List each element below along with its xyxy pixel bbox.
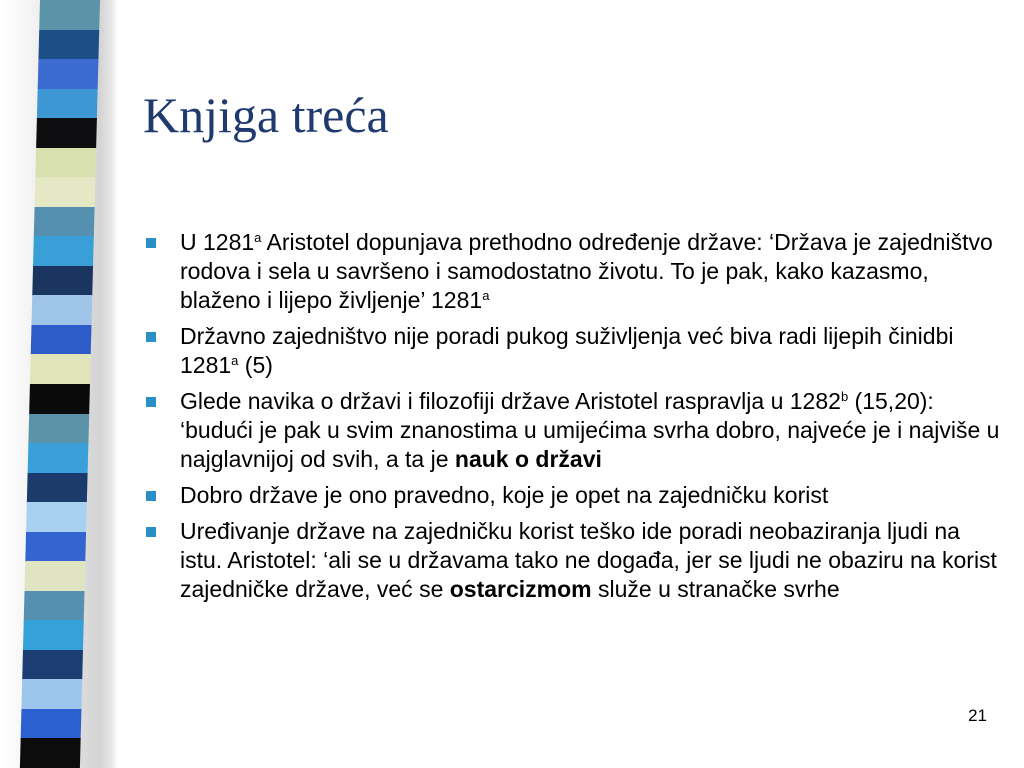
stripe-block [31, 325, 92, 355]
stripe-block [25, 561, 86, 591]
stripe-block [38, 30, 99, 60]
bullet-text: Državno zajedništvo nije poradi pukog suživljenja već biva radi lijepih činidbi 1281 [180, 323, 954, 378]
slide-title: Knjiga treća [143, 87, 389, 143]
bullet-list [143, 228, 1003, 611]
stripe-block [25, 532, 86, 562]
bold-text: ostarcizmom [449, 576, 592, 602]
stripe-block [26, 502, 87, 532]
bullet-item [143, 322, 1003, 380]
stripe-block [31, 295, 92, 325]
stripe-block [24, 591, 85, 621]
superscript-text: a [482, 288, 490, 303]
superscript-text: b [840, 389, 849, 404]
stripe-block [29, 384, 90, 414]
stripe-block [28, 414, 89, 444]
page-number: 21 [968, 706, 987, 725]
bullet-text: (15,20): ‘budući je pak u svim znanostima u umijećima svrha dobro, najveće je i najviše u najglavnijoj od svih, a ta je [180, 388, 1000, 472]
stripe-block [36, 118, 97, 148]
bullet-item [143, 517, 1003, 604]
bullet-text: Glede navika o državi i filozofiji države Aristotel raspravlja u 1282 [180, 388, 841, 414]
bullet-text: Uređivanje države na zajedničku korist teško ide poradi neobaziranja ljudi na istu. Aristotel: ‘ali se u državama tako ne događa, jer se ljudi ne obaziru na korist zajedničke države, već se [180, 518, 997, 602]
bullet-text: (5) [238, 352, 273, 378]
superscript-text: a [254, 230, 262, 245]
stripe-block [35, 148, 96, 178]
stripe-block [21, 709, 82, 739]
stripe-block [37, 89, 98, 119]
bullet-item [143, 387, 1003, 474]
bullet-text: U 1281 [180, 229, 255, 255]
square-bullet-icon [146, 527, 156, 537]
bullet-text: služe u stranačke svrhe [591, 576, 840, 602]
stripe-block [39, 0, 100, 30]
square-bullet-icon [146, 491, 156, 501]
bullet-text: Dobro države je ono pravedno, koje je opet na zajedničku korist [180, 482, 829, 508]
stripe-block [22, 650, 83, 680]
square-bullet-icon [146, 397, 156, 407]
stripe-block [34, 207, 95, 237]
bullet-item [143, 481, 1003, 510]
stripe-block [35, 177, 96, 207]
superscript-text: a [231, 353, 239, 368]
square-bullet-icon [146, 238, 156, 248]
bold-text: nauk o državi [454, 446, 602, 472]
stripe-block [30, 354, 91, 384]
stripe-block [38, 59, 99, 89]
stripe-block [21, 679, 82, 709]
stripe-block [32, 266, 93, 296]
stripe-block [23, 620, 84, 650]
stripe-block [20, 738, 81, 768]
stripe-block [33, 236, 94, 266]
stripe-block [27, 473, 88, 503]
square-bullet-icon [146, 332, 156, 342]
stripe-block [28, 443, 89, 473]
bullet-text: Aristotel dopunjava prethodno određenje države: ‘Država je zajedništvo rodova i sela u savršeno i samodostatno životu. To je pak, kako kazasmo, blaženo i lijepo življenje’ 1281 [180, 229, 993, 313]
bullet-item [143, 228, 1003, 315]
